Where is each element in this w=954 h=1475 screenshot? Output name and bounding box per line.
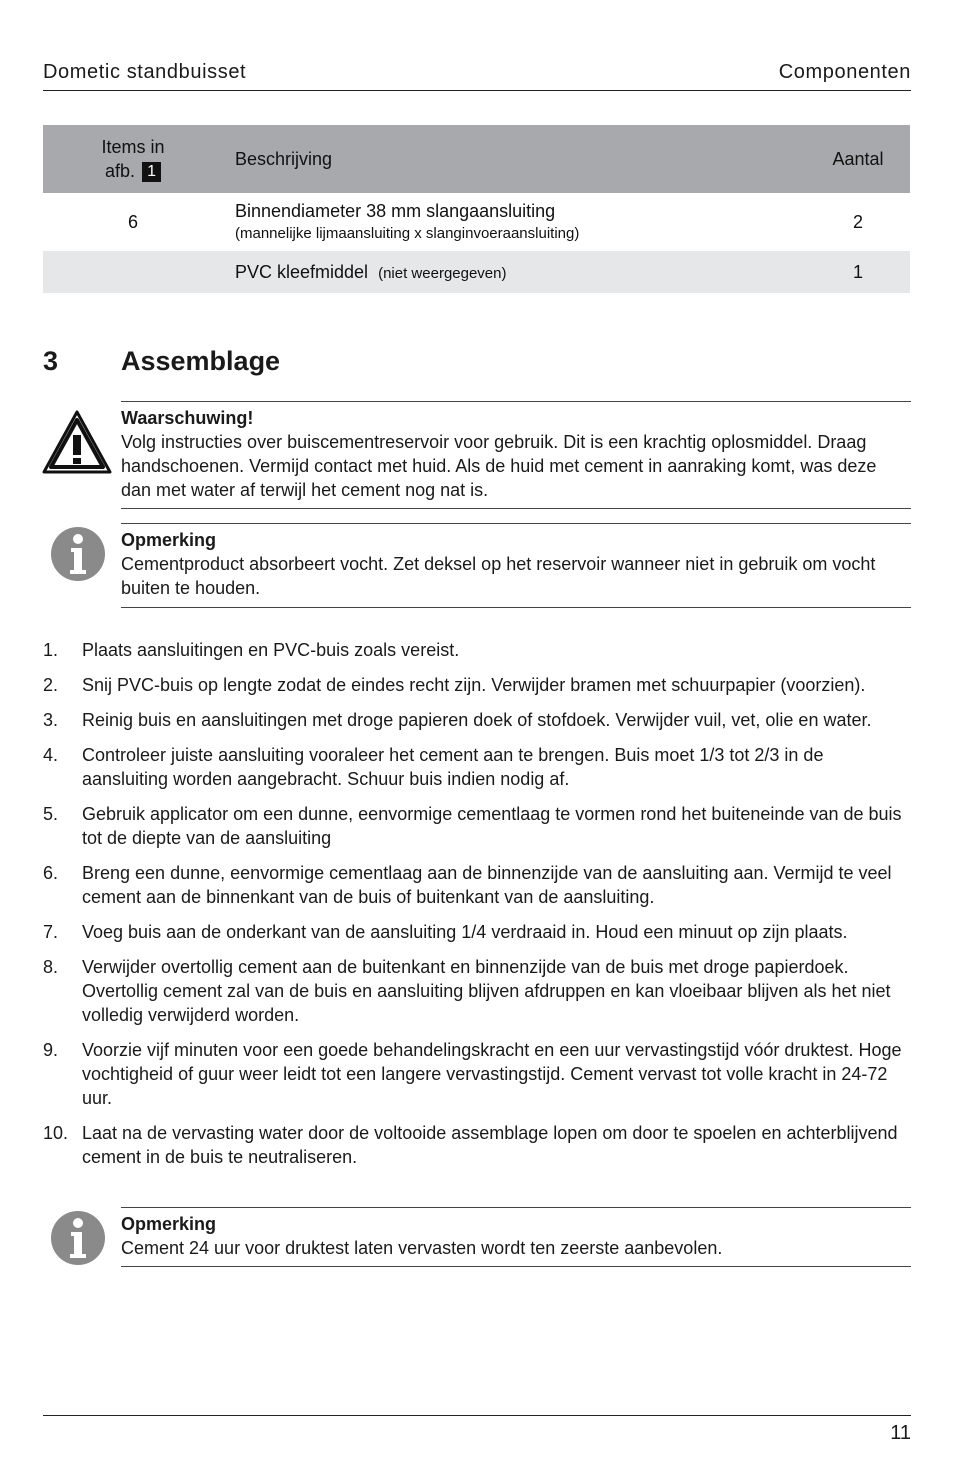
list-item xyxy=(43,955,913,1027)
step-text: Reinig buis en aansluitingen met droge papieren doek of stofdoek. Verwijder vuil, vet, olie en water. xyxy=(82,710,872,730)
note-title: Opmerking xyxy=(121,1214,217,1234)
column-quantity: Aantal xyxy=(806,125,910,193)
column-items-line2: afb. xyxy=(105,161,136,181)
row-description-sub: (niet weergegeven) xyxy=(378,264,507,282)
section-title: Assemblage xyxy=(121,346,281,376)
list-item xyxy=(43,1121,913,1169)
step-number: 2. xyxy=(43,675,59,695)
warning-triangle-icon xyxy=(42,410,112,474)
step-text: Plaats aansluitingen en PVC-buis zoals vereist. xyxy=(82,640,460,660)
page-footer-rule xyxy=(43,1415,911,1416)
step-number: 3. xyxy=(43,710,59,730)
step-number: 1. xyxy=(43,640,59,660)
row-item: 6 xyxy=(43,193,223,251)
list-item xyxy=(43,638,913,662)
figure-badge: 1 xyxy=(142,162,161,182)
info-icon xyxy=(50,526,106,582)
row-description xyxy=(223,251,806,293)
row-description xyxy=(223,193,806,251)
row-description-main: PVC kleefmiddel xyxy=(235,261,369,282)
components-table xyxy=(43,125,910,293)
step-number: 7. xyxy=(43,922,59,942)
step-number: 5. xyxy=(43,804,59,824)
warning-title: Waarschuwing! xyxy=(121,408,254,428)
page-header xyxy=(43,58,911,91)
step-number: 10. xyxy=(43,1123,69,1143)
row-quantity: 1 xyxy=(806,251,910,293)
step-number: 6. xyxy=(43,863,59,883)
list-item xyxy=(43,673,913,697)
assembly-steps xyxy=(43,638,913,1180)
step-text: Laat na de vervasting water door de voltooide assemblage lopen om door te spoelen en achterblijvend cement in de buis te neutraliseren. xyxy=(82,1123,898,1167)
step-number: 4. xyxy=(43,745,59,765)
list-item xyxy=(43,708,913,732)
column-description: Beschrijving xyxy=(223,125,806,193)
row-description-sub: (mannelijke lijmaansluiting x slanginvoeraansluiting) xyxy=(235,225,580,242)
row-item xyxy=(43,251,223,293)
table-row xyxy=(43,251,910,293)
list-item xyxy=(43,861,913,909)
list-item xyxy=(43,1038,913,1110)
step-text: Snij PVC-buis op lengte zodat de eindes recht zijn. Verwijder bramen met schuurpapier (voorzien). xyxy=(82,675,866,695)
warning-body: Volg instructies over buiscementreservoir voor gebruik. Dit is een krachtig oplosmiddel. Draag handschoenen. Vermijd contact met huid. Als de huid met cement in aanraking komt, was deze dan met water af terwijl het cement nog nat is. xyxy=(121,432,877,500)
warning-box xyxy=(121,401,911,509)
note-body: Cement 24 uur voor druktest laten vervasten wordt ten zeerste aanbevolen. xyxy=(121,1238,723,1258)
step-text: Gebruik applicator om een dunne, eenvormige cementlaag te vormen rond het buiteneinde van de buis tot de diepte van de aansluiting xyxy=(82,804,902,848)
header-section: Componenten xyxy=(778,61,911,83)
note-body: Cementproduct absorbeert vocht. Zet deksel op het reservoir wanneer niet in gebruik om vocht buiten te houden. xyxy=(121,554,876,598)
note-title: Opmerking xyxy=(121,530,217,550)
note-box xyxy=(121,523,911,608)
step-text: Voorzie vijf minuten voor een goede behandelingskracht en een uur vervastingstijd vóór druktest. Hoge vochtigheid of guur weer leidt tot een langere vervastingstijd. Cement vervast tot volle kracht in 24-72 uur. xyxy=(82,1040,902,1108)
table-row xyxy=(43,193,910,251)
list-item xyxy=(43,743,913,791)
note-box xyxy=(121,1207,911,1267)
header-title: Dometic standbuisset xyxy=(43,61,247,83)
step-text: Controleer juiste aansluiting vooraleer het cement aan te brengen. Buis moet 1/3 tot 2/3 in de aansluiting worden aangebracht. Schuur buis indien nodig af. xyxy=(82,745,824,789)
list-item xyxy=(43,920,913,944)
step-text: Verwijder overtollig cement aan de buitenkant en binnenzijde van de buis met droge papierdoek. Overtollig cement zal van de buis en aansluiting blijven afdruppen en kan vloeibaar blijven als het niet volledig verwijderd worden. xyxy=(82,957,891,1025)
row-quantity: 2 xyxy=(806,193,910,251)
row-description-main: Binnendiameter 38 mm slangaansluiting xyxy=(235,201,556,221)
table-header-row xyxy=(43,125,910,193)
step-number: 9. xyxy=(43,1040,59,1060)
list-item xyxy=(43,802,913,850)
page-number: 11 xyxy=(890,1422,911,1444)
column-items xyxy=(43,125,223,193)
section-number: 3 xyxy=(43,346,59,376)
step-number: 8. xyxy=(43,957,59,977)
info-icon xyxy=(50,1210,106,1266)
column-items-line1: Items in xyxy=(101,137,165,157)
step-text: Voeg buis aan de onderkant van de aansluiting 1/4 verdraaid in. Houd een minuut op zijn plaats. xyxy=(82,922,848,942)
step-text: Breng een dunne, eenvormige cementlaag aan de binnenzijde van de aansluiting aan. Vermijd te veel cement aan de binnenkant van de buis of buitenkant van de aansluiting. xyxy=(82,863,892,907)
